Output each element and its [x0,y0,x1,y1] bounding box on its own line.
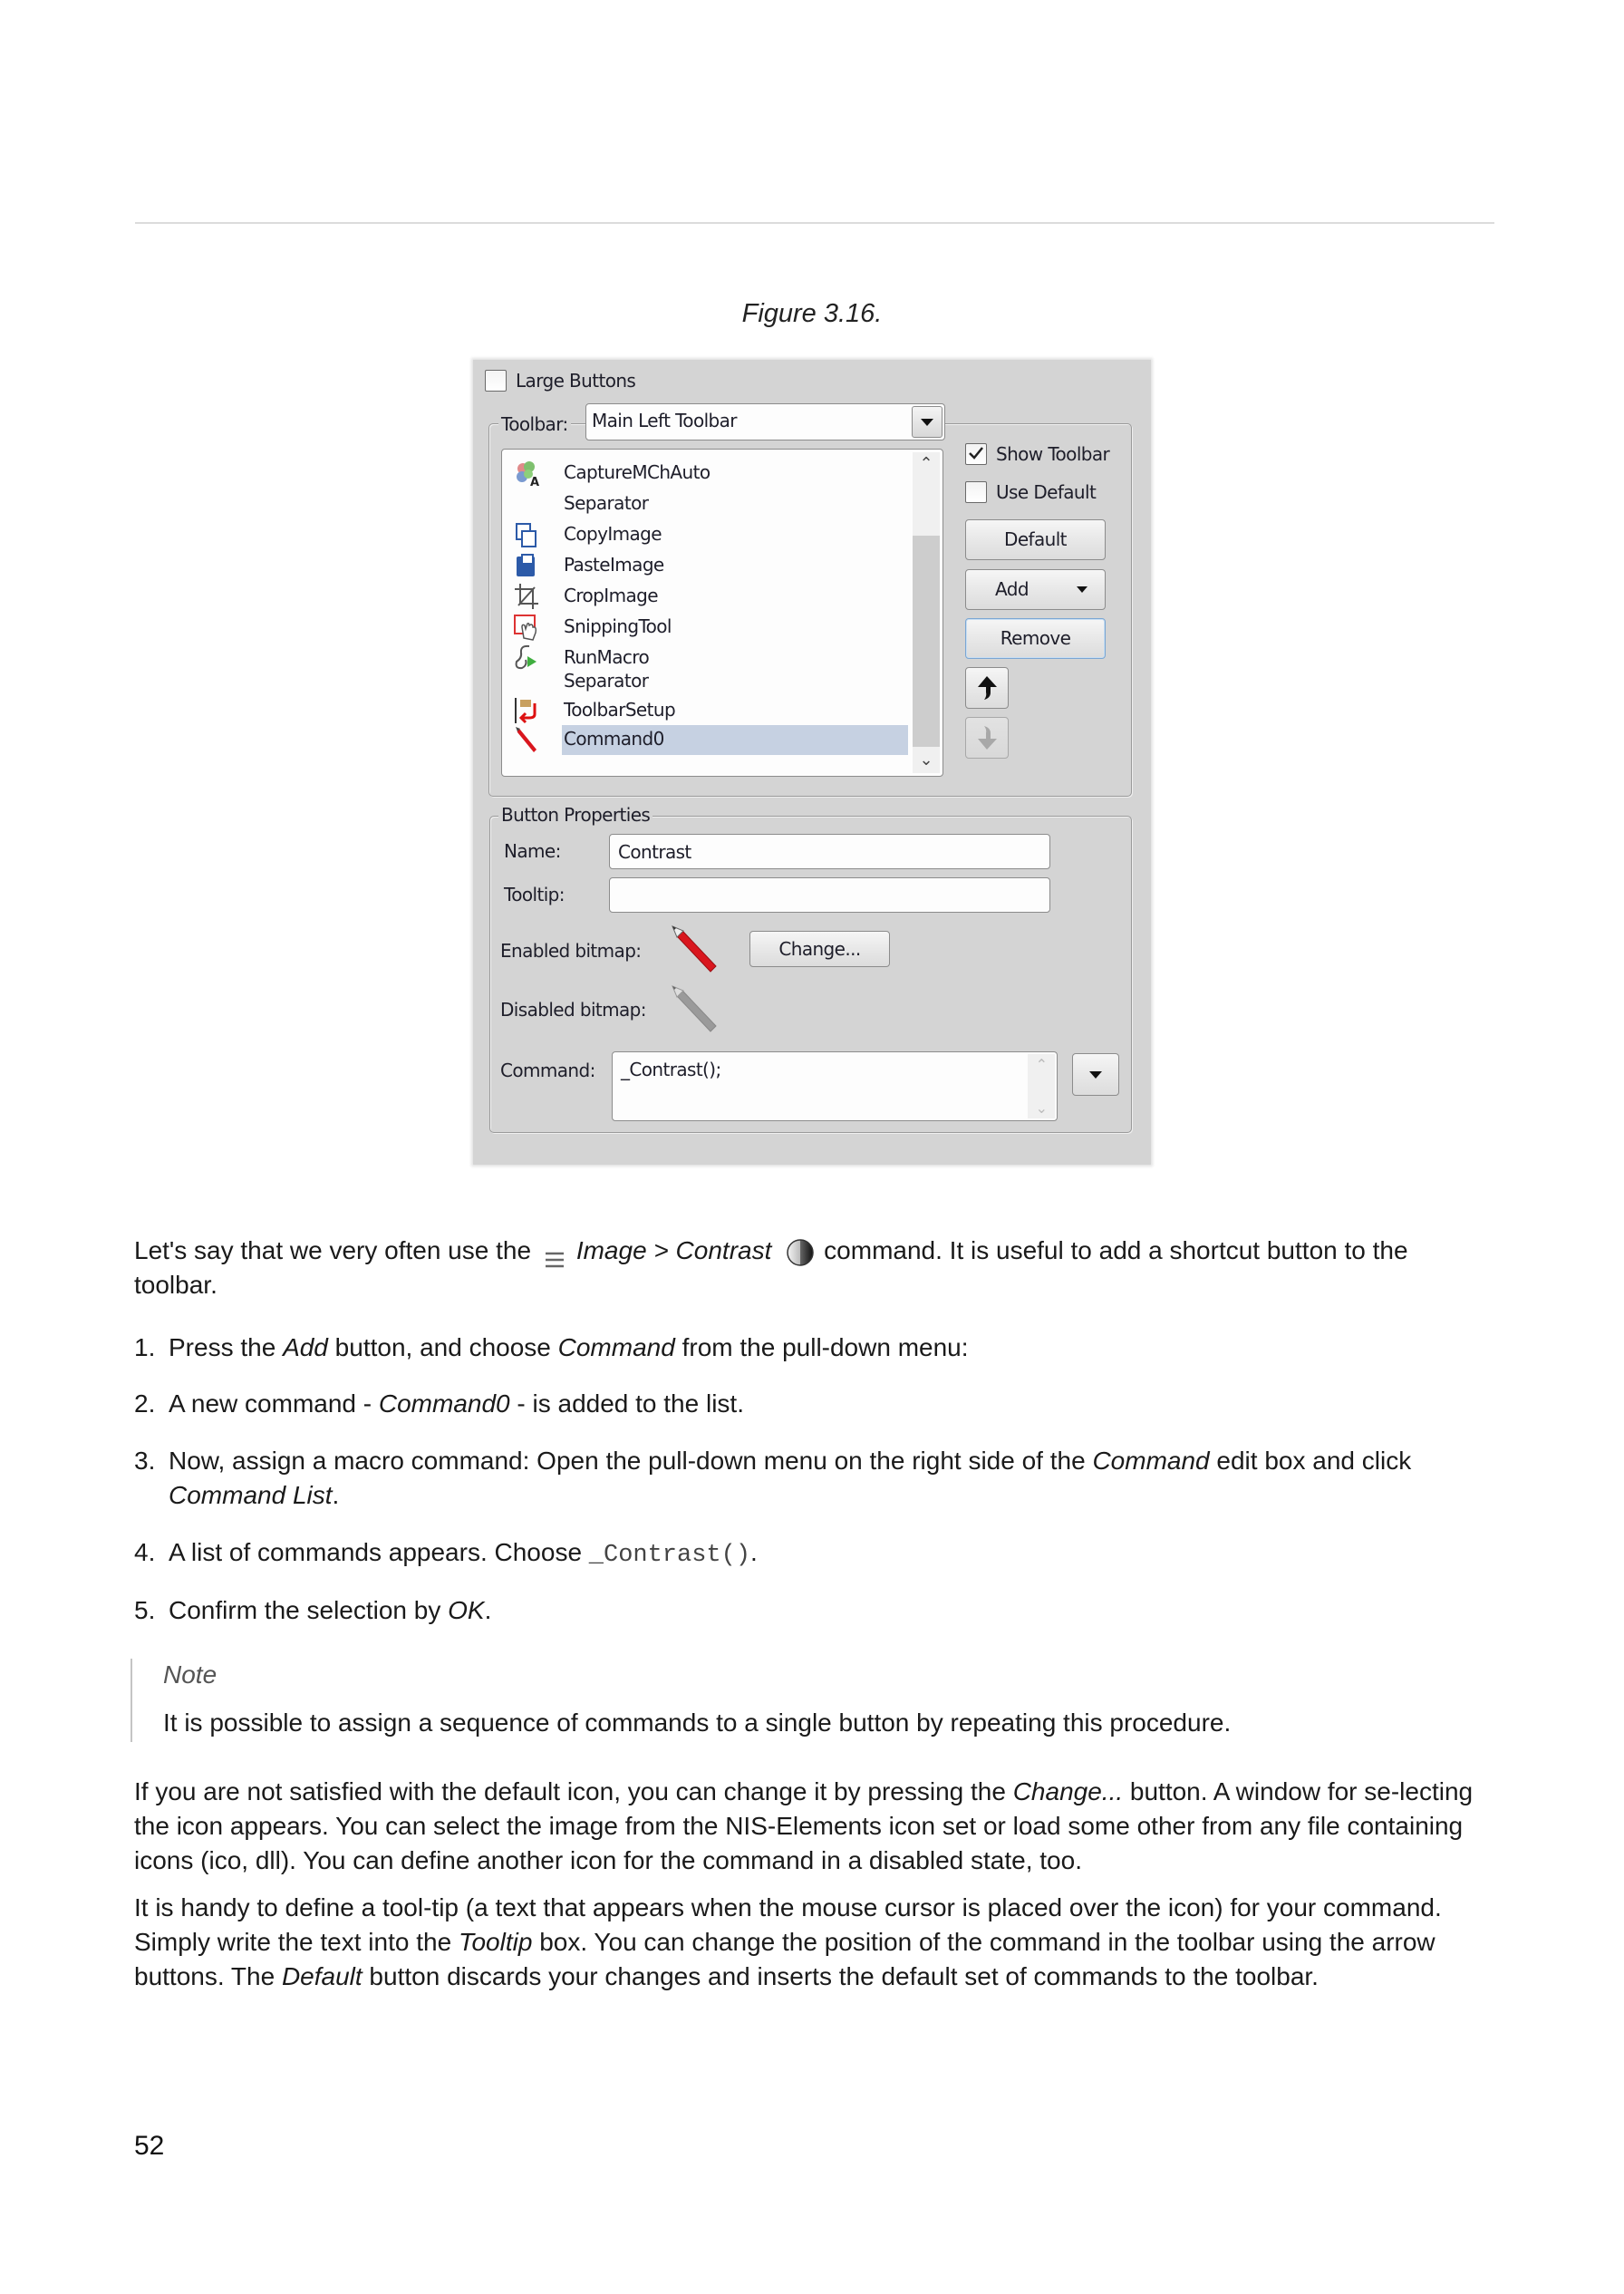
step-text: Now, assign a macro command: Open the pull-down menu on the right side of the [169,1447,1093,1475]
list-item[interactable] [502,613,846,642]
paragraph-text: button discards your changes and inserts the default set of commands to the toolbar. [362,1962,1319,1990]
command-scrollbar[interactable] [1028,1054,1055,1118]
list-item-label: CropImage [564,585,658,606]
tooltip-input[interactable] [609,877,1050,913]
change-icon-paragraph [134,1775,1498,1878]
list-item-label: PasteImage [564,554,664,576]
list-scrollbar[interactable] [913,452,940,773]
toolbar-setup-icon [513,696,540,725]
checkmark-icon [968,445,984,461]
scroll-down-icon[interactable]: ⌄ [1035,1099,1048,1117]
list-item-label: Separator [564,670,649,692]
command-textarea-value: _Contrast(); [621,1059,721,1080]
contrast-icon [786,1238,817,1267]
paragraph-emphasis: Tooltip [458,1928,533,1956]
list-item-label: ToolbarSetup [564,699,676,721]
large-buttons-label: Large Buttons [516,370,636,392]
header-rule [135,222,1494,224]
paragraph-text: It is handy to define a tool-tip (a text that appears when the mouse cursor is placed over the icon) for your command. Simply write the text into the [134,1893,1442,1956]
toolbar-select[interactable] [585,403,945,440]
tooltip-paragraph [134,1891,1498,1994]
scroll-thumb[interactable] [913,536,940,747]
note-text: It is possible to assign a sequence of commands to a single button by repeating this procedure. [163,1708,1232,1737]
step-text: A new command - [169,1389,379,1418]
step-emphasis: OK [448,1596,485,1624]
step-text: Confirm the selection by [169,1596,449,1624]
step-text: A list of commands appears. Choose [169,1538,589,1566]
enabled-pencil-icon [669,923,720,973]
intro-text-1: Let's say that we very often use the [134,1236,532,1264]
intro-paragraph [134,1234,1498,1302]
list-item-selected[interactable] [502,725,846,754]
list-item[interactable] [502,582,846,611]
toolbar-select-dropdown-button[interactable] [912,406,942,438]
list-item-label: SnippingTool [564,615,672,637]
toolbar-customize-dialog [473,360,1151,1165]
step-code: _Contrast() [588,1542,751,1569]
step-number: 1. [134,1333,156,1361]
default-button[interactable]: Default [965,519,1106,560]
name-input-value: Contrast [618,841,691,863]
name-label: Name: [504,840,561,862]
move-up-button[interactable] [965,667,1009,709]
paragraph-text: box. You can change the position of the command in the toolbar using the arrow buttons. The [134,1928,1436,1990]
paragraph-emphasis: Change... [1012,1777,1124,1805]
note-border [130,1659,132,1742]
paste-image-icon [513,551,540,580]
step-number: 4. [134,1538,156,1566]
chevron-down-icon [921,419,933,426]
scroll-up-icon[interactable]: ⌃ [1035,1056,1048,1073]
step-emphasis: Command0 [378,1389,510,1418]
figure-caption: Figure 3.16. [741,299,883,328]
list-item[interactable] [502,551,846,580]
step-text: . [484,1596,492,1624]
add-button[interactable] [965,569,1106,610]
menu-path: Image > Contrast [575,1236,772,1264]
scroll-down-icon[interactable]: ⌄ [919,750,933,770]
page-number: 52 [134,2131,165,2161]
change-bitmap-button[interactable]: Change... [749,931,890,967]
step-text: . [750,1538,758,1566]
large-buttons-checkbox[interactable] [485,370,507,392]
step-number: 5. [134,1596,156,1624]
list-item[interactable] [502,459,846,488]
list-item[interactable] [502,520,846,549]
toolbar-label: Toolbar: [498,413,571,435]
paragraph-emphasis: Default [281,1962,362,1990]
step-emphasis: Add [283,1333,328,1361]
step-text: edit box and click [1209,1447,1412,1475]
copy-image-icon [513,520,540,549]
move-down-button[interactable] [965,717,1009,759]
use-default-checkbox[interactable] [965,481,987,503]
enabled-bitmap-label: Enabled bitmap: [500,940,642,962]
step-emphasis: Command [1092,1447,1210,1475]
arrow-down-icon [975,724,999,751]
command-textarea[interactable] [612,1051,1058,1121]
tooltip-label: Tooltip: [504,884,565,905]
step-emphasis: Command List [169,1481,333,1509]
crop-image-icon [513,582,540,611]
add-button-label: Add [995,578,1029,600]
arrow-up-icon [975,674,999,702]
use-default-label: Use Default [996,481,1097,503]
command-label: Command: [500,1060,595,1081]
list-item-label: Separator [564,492,649,514]
list-item-label: CopyImage [564,523,662,545]
step-text: button, and choose [327,1333,558,1361]
paragraph-text: If you are not satisfied with the default icon, you can change it by pressing the [134,1777,1013,1805]
command-list-dropdown-button[interactable] [1072,1053,1119,1096]
menu-icon [544,1244,571,1262]
disabled-pencil-icon [669,982,720,1033]
paragraph-text: button. A window for se-lecting the icon appears. You can select the image from the NIS-Elements icon set or load some other from any file containing icons (ico, dll). You can define another icon for the command in a disabled state, too. [134,1777,1474,1874]
list-item-label: Command0 [564,728,664,750]
scroll-up-icon[interactable]: ⌃ [919,454,933,473]
list-item[interactable] [502,489,846,518]
name-input[interactable] [609,834,1050,869]
list-item-label: RunMacro [564,646,650,668]
note-title: Note [163,1660,218,1689]
list-item[interactable] [502,667,846,696]
capture-mch-auto-icon [513,459,540,488]
show-toolbar-label: Show Toolbar [996,443,1110,465]
disabled-bitmap-label: Disabled bitmap: [500,999,646,1021]
step-emphasis: Command [557,1333,675,1361]
step-text: - is added to the list. [509,1389,744,1418]
svg-text:A: A [530,476,540,488]
list-item-label: CaptureMChAuto [564,461,710,483]
toolbar-items-list[interactable] [501,449,943,777]
button-properties-label: Button Properties [498,804,652,826]
chevron-down-icon [1089,1071,1102,1079]
pencil-icon [513,725,540,754]
intro-text-2: command. It is useful to add a shortcut button to the toolbar. [134,1236,1408,1299]
snipping-tool-icon [513,613,540,642]
list-item[interactable] [502,696,846,725]
step-text: Press the [169,1333,284,1361]
step-text: from the pull-down menu: [674,1333,969,1361]
show-toolbar-checkbox[interactable] [965,443,987,465]
remove-button[interactable]: Remove [965,618,1106,659]
step-text: . [332,1481,340,1509]
step-number: 2. [134,1389,156,1418]
chevron-down-icon [1077,586,1088,593]
toolbar-select-value: Main Left Toolbar [592,410,737,431]
step-number: 3. [134,1447,156,1475]
